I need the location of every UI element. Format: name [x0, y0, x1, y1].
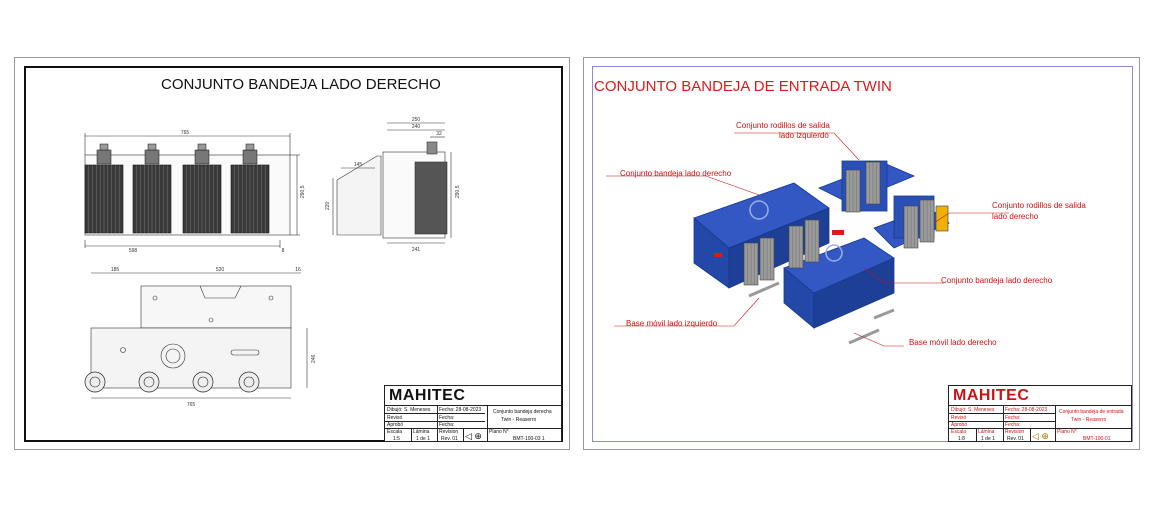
tb-fecha2: Fecha:	[1005, 415, 1021, 421]
tb-aprobo: Aprobó	[951, 422, 968, 428]
tb-dibujo: Dibujó: S. Meneses	[951, 407, 995, 413]
tb-fecha3: Fecha:	[1005, 422, 1021, 428]
tb-revision-label: Revision	[1005, 429, 1025, 435]
roller-bolt	[198, 144, 206, 150]
top-view-wheel	[85, 372, 105, 392]
dim-top-left: 185	[110, 267, 120, 273]
dim-front-right-small: 8	[281, 248, 285, 254]
left-sheet-title: CONJUNTO BANDEJA LADO DERECHO	[161, 76, 441, 93]
tb-lamina-label: Lámina	[413, 429, 430, 435]
callout-rodillos-izquierdo-1: Conjunto rodillos de salida	[736, 121, 830, 130]
top-view-wheel	[193, 372, 213, 392]
tb-lamina: 1 de 1	[416, 436, 430, 442]
tb-plano-label: Plano N°	[1057, 429, 1077, 435]
side-view	[333, 123, 451, 243]
assembly-body	[694, 161, 949, 343]
tb-lamina-label: Lámina	[978, 429, 995, 435]
tb-aprobo: Aprobó	[387, 422, 404, 428]
dim-side-top2: 240	[411, 124, 421, 130]
tb-plano: BMT-100-03 1	[513, 436, 545, 442]
tb-escala: 1:5	[393, 436, 400, 442]
tb-fecha: Fecha: 28-08-2023	[439, 407, 482, 413]
dim-side-top3: 32	[436, 131, 442, 137]
dim-side-top1: 250	[411, 117, 421, 123]
callout-base-izquierdo: Base móvil lado izquierdo	[626, 319, 718, 328]
dim-side-height-a: 220	[325, 201, 331, 210]
dim-top-mid: 520	[215, 267, 225, 273]
right-sheet-title: CONJUNTO BANDEJA DE ENTRADA TWIN	[594, 78, 892, 95]
tb-escala-label: Escala	[387, 429, 403, 435]
tb-revision: Rev. 01	[441, 436, 458, 442]
tb-fecha3: Fecha:	[439, 422, 455, 428]
dim-top-height: 246	[311, 354, 317, 363]
roller-nut	[97, 150, 111, 164]
company-logo: MAHITEC	[389, 387, 466, 404]
tb-fecha: Fecha: 28-08-2023	[1005, 407, 1048, 413]
tb-projection-symbol: ◁ ⊕	[1032, 431, 1049, 441]
title-block-left	[384, 385, 562, 442]
roller-bolt	[100, 144, 108, 150]
tb-revision-label: Revision	[439, 429, 459, 435]
tb-descripcion: Conjunto bandeja derecha	[493, 409, 552, 415]
tb-descripcion2: Twin - Reaserro	[1071, 417, 1107, 423]
tb-plano-label: Plano N°	[489, 429, 509, 435]
callout-rodillos-izquierdo-2: lado izquierdo	[779, 131, 829, 140]
callout-bandeja-derecho-top: Conjunto bandeja lado derecho	[620, 169, 732, 178]
dim-front-width: 765	[180, 130, 190, 136]
dim-front-height: 290,5	[300, 185, 306, 198]
callout-rodillos-derecho-1: Conjunto rodillos de salida	[992, 201, 1086, 210]
roller-nut	[145, 150, 159, 164]
title-block-right	[948, 385, 1132, 442]
tb-descripcion: Conjunto bandeja de entrada	[1059, 409, 1124, 415]
tb-projection-symbol: ◁ ⊕	[465, 431, 482, 441]
tb-fecha2: Fecha:	[439, 415, 455, 421]
drawing-sheet-left	[14, 57, 570, 450]
tb-reviso: Revisó	[951, 415, 967, 421]
top-view-wheel	[239, 372, 259, 392]
top-view-wheel	[139, 372, 159, 392]
tb-revision: Rev. 01	[1007, 436, 1024, 442]
dim-side-bottom: 241	[411, 247, 421, 253]
roller-bolt	[148, 144, 156, 150]
company-logo: MAHITEC	[953, 387, 1030, 404]
roller-bolt	[246, 144, 254, 150]
tb-dibujo: Dibujó: S. Meneses	[387, 407, 431, 413]
dim-top-bottom: 765	[186, 402, 196, 408]
drawing-sheet-right	[583, 57, 1140, 450]
tb-escala: 1:8	[958, 436, 965, 442]
callout-base-derecho: Base móvil lado derecho	[909, 338, 997, 347]
roller-nut	[243, 150, 257, 164]
tb-escala-label: Escala	[951, 429, 967, 435]
tb-descripcion2: Twin - Reaserro	[501, 417, 537, 423]
roller-nut	[195, 150, 209, 164]
tb-reviso: Revisó	[387, 415, 403, 421]
dim-side-left: 145	[353, 162, 363, 168]
tb-lamina: 1 de 1	[981, 436, 995, 442]
tb-plano: BMT-100-01	[1083, 436, 1111, 442]
dim-front-left-span: 598	[128, 248, 138, 254]
dim-side-height-b: 290,5	[455, 185, 461, 198]
callout-rodillos-derecho-2: lado derecho	[992, 212, 1039, 221]
dim-top-right: 16	[295, 267, 301, 273]
callout-bandeja-derecho-mid: Conjunto bandeja lado derecho	[941, 276, 1053, 285]
